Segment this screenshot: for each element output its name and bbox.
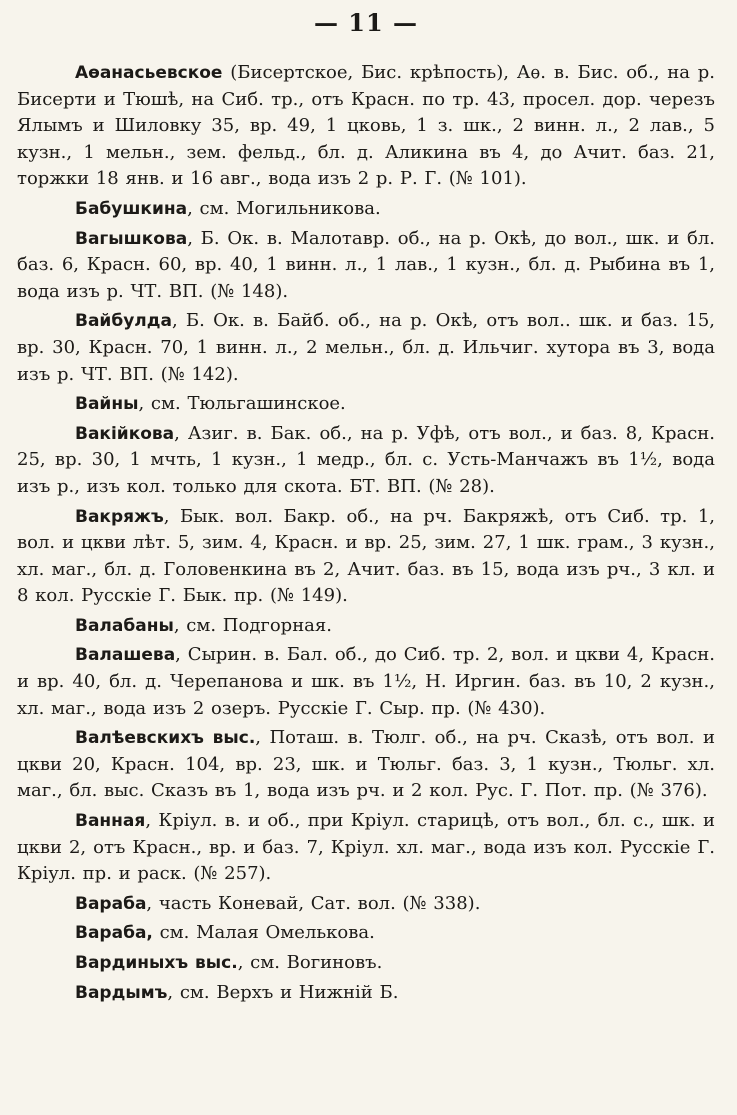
entry-valabany bbox=[17, 613, 715, 640]
entry-text: , Б. Ок. в. Малотавр. об., на р. Окѣ, до вол., шк. и бл. баз. 6, Красн. 60, вр. 40, 1 винн. л., 1 лав., 1 кузн., бл. д. Рыбина въ 1, вода изъ р. ЧТ. ВП. (№ 148). bbox=[17, 227, 715, 302]
entry-headword: Аѳанасьевское bbox=[75, 63, 223, 83]
entries-list bbox=[17, 60, 715, 1006]
entry-afanasevskoe bbox=[17, 60, 715, 193]
page-number: — 11 — bbox=[313, 8, 419, 37]
entry-varaba-2 bbox=[17, 920, 715, 947]
entry-headword: Валабаны bbox=[75, 615, 174, 636]
entry-vainy bbox=[17, 391, 715, 418]
entry-headword: Бабушкина bbox=[75, 198, 188, 219]
entry-varaba-1 bbox=[17, 891, 715, 918]
entry-headword: Вараба bbox=[75, 893, 147, 914]
entry-valasheva bbox=[17, 642, 715, 722]
entry-text: , см. Могильникова. bbox=[187, 197, 381, 219]
entry-headword: Вакряжъ bbox=[75, 506, 164, 527]
entry-headword: Валашева bbox=[75, 645, 176, 666]
entry-text: , часть Коневай, Сат. вол. (№ 338). bbox=[146, 892, 481, 914]
entry-text: , см. Подгорная. bbox=[173, 614, 332, 636]
entry-headword: Вакійкова bbox=[75, 423, 175, 444]
entry-vannaya bbox=[17, 808, 715, 888]
entry-text: , Азиг. в. Бак. об., на р. Уфѣ, отъ вол., и баз. 8, Красн. 25, вр. 30, 1 мчть, 1 кузн., 1 медр., бл. с. Усть-Манчажъ въ 1½, вода изъ р., изъ кол. только для скота. БТ. ВП. (№ 28). bbox=[17, 422, 715, 497]
entry-text: , см. Верхъ и Нижній Б. bbox=[167, 981, 399, 1003]
entry-text: , см. Тюльгашинское. bbox=[138, 393, 346, 415]
entry-babushkina bbox=[17, 196, 715, 223]
entry-text: , Бык. вол. Бакр. об., на рч. Бакряжѣ, отъ Сиб. тр. 1, вол. и цкви лѣт. 5, зим. 4, Красн. и вр. 25, зим. 27, 1 шк. грам., 3 кузн., хл. маг., бл. д. Головенкина въ 2, Ачит. баз. въ 15, вода изъ рч., 3 кл. и 8 кол. Русскіе Г. Бык. пр. (№ 149). bbox=[17, 505, 715, 607]
entry-headword: Валѣевскихъ выс. bbox=[75, 728, 256, 749]
entry-text: , Б. Ок. в. Байб. об., на р. Окѣ, отъ вол.. шк. и баз. 15, вр. 30, Красн. 70, 1 винн. л., 2 мельн., бл. д. Ильчиг. хутора въ 3, вода изъ р. ЧТ. ВП. (№ 142). bbox=[17, 310, 715, 385]
entry-valeevskikh bbox=[17, 725, 715, 805]
entry-headword: Вардымъ bbox=[75, 982, 168, 1003]
entry-headword: Вагышкова bbox=[75, 228, 188, 249]
entry-text: , Поташ. в. Тюлг. об., на рч. Сказѣ, отъ вол. и цкви 20, Красн. 104, вр. 23, шк. и Тюльг. баз. 3, 1 кузн., Тюльг. хл. маг., бл. выс. Сказъ въ 1, вода изъ рч. и 2 кол. Рус. Г. Пот. пр. (№ 376). bbox=[17, 727, 715, 802]
entry-headword: Вайбулда bbox=[75, 311, 172, 332]
entry-headword: Вараба, bbox=[75, 923, 153, 944]
entry-text: , Сырин. в. Бал. об., до Сиб. тр. 2, вол. и цкви 4, Красн. и вр. 40, бл. д. Черепанова и шк. въ 1½, Н. Иргин. баз. въ 10, 2 кузн., хл. маг., вода изъ 2 озеръ. Русскіе Г. Сыр. пр. (№ 430). bbox=[17, 644, 715, 719]
entry-vardym bbox=[17, 980, 715, 1007]
entry-vaibulda bbox=[17, 308, 715, 388]
entry-headword: Вардиныхъ выс. bbox=[75, 953, 238, 973]
entry-vakryazh bbox=[17, 504, 715, 610]
entry-headword: Вайны bbox=[75, 394, 139, 415]
entry-vagyshkova bbox=[17, 226, 715, 306]
entry-text: см. Малая Омелькова. bbox=[152, 922, 375, 944]
entry-text: , см. Вогиновъ. bbox=[237, 952, 383, 973]
entry-vakiikova bbox=[17, 421, 715, 501]
entry-vardinykh bbox=[17, 950, 715, 977]
entry-text: (Бисертское, Бис. крѣпость), Аѳ. в. Бис. об., на р. Бисерти и Тюшѣ, на Сиб. тр., отъ Красн. по тр. 43, просел. дор. черезъ Ялымъ и Шиловку 35, вр. 49, 1 цковь, 1 з. шк., 2 винн. л., 2 лав., 5 кузн., 1 мельн., зем. фельд., бл. д. Аликина въ 4, до Ачит. баз. 21, торжки 18 янв. и 16 авг., вода изъ 2 р. Р. Г. (№ 101). bbox=[17, 62, 715, 190]
entry-headword: Ванная bbox=[75, 811, 146, 832]
entry-text: , Кріул. в. и об., при Кріул. старицѣ, отъ вол., бл. с., шк. и цкви 2, отъ Красн., вр. и баз. 7, Кріул. хл. маг., вода изъ кол. Русскіе Г. Кріул. пр. и раск. (№ 257). bbox=[17, 810, 715, 885]
